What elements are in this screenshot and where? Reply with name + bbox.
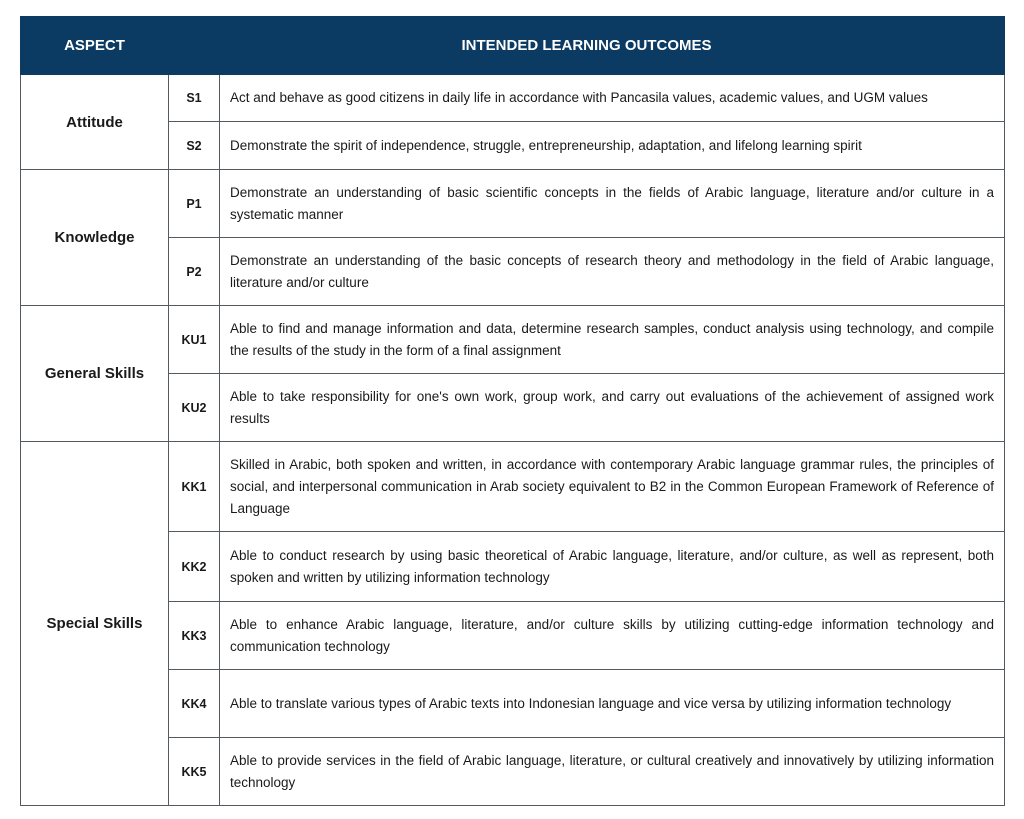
outcome-text: Demonstrate an understanding of basic scientific concepts in the fields of Arabic language, literature and/or culture in a systematic manner xyxy=(220,170,1005,238)
table-row xyxy=(21,738,1005,806)
outcome-code: KK1 xyxy=(169,442,220,532)
outcome-text: Act and behave as good citizens in daily life in accordance with Pancasila values, academic values, and UGM values xyxy=(220,75,1005,122)
table-row xyxy=(21,602,1005,670)
outcome-code: P1 xyxy=(169,170,220,238)
aspect-cell: Knowledge xyxy=(21,170,169,306)
aspect-column-header: ASPECT xyxy=(21,17,169,75)
learning-outcomes-table xyxy=(20,16,1005,806)
table-row xyxy=(21,442,1005,532)
table-row xyxy=(21,170,1005,238)
table-row xyxy=(21,75,1005,122)
outcome-text: Able to translate various types of Arabic texts into Indonesian language and vice versa by utilizing information technology xyxy=(220,670,1005,738)
table-row xyxy=(21,122,1005,170)
outcome-text: Able to enhance Arabic language, literature, and/or culture skills by utilizing cutting-edge information technology and communication technology xyxy=(220,602,1005,670)
outcome-text: Demonstrate an understanding of the basic concepts of research theory and methodology in the field of Arabic language, literature and/or culture xyxy=(220,238,1005,306)
table-row xyxy=(21,532,1005,602)
outcome-code: KU1 xyxy=(169,306,220,374)
outcome-code: S1 xyxy=(169,75,220,122)
outcome-code: S2 xyxy=(169,122,220,170)
outcome-text: Able to take responsibility for one's own work, group work, and carry out evaluations of the achievement of assigned work results xyxy=(220,374,1005,442)
outcome-text: Able to find and manage information and data, determine research samples, conduct analysis using technology, and compile the results of the study in the form of a final assignment xyxy=(220,306,1005,374)
outcome-text: Skilled in Arabic, both spoken and written, in accordance with contemporary Arabic language grammar rules, the principles of social, and interpersonal communication in Arab society equivalent to B2 in the Common European Framework of Reference of Language xyxy=(220,442,1005,532)
outcome-code: P2 xyxy=(169,238,220,306)
outcome-code: KK2 xyxy=(169,532,220,602)
aspect-cell: General Skills xyxy=(21,306,169,442)
table-row xyxy=(21,670,1005,738)
aspect-cell: Special Skills xyxy=(21,442,169,806)
aspect-cell: Attitude xyxy=(21,75,169,170)
outcome-code: KK3 xyxy=(169,602,220,670)
outcome-code: KK5 xyxy=(169,738,220,806)
table-header-row xyxy=(21,17,1005,75)
outcomes-column-header: INTENDED LEARNING OUTCOMES xyxy=(169,17,1005,75)
outcome-text: Able to conduct research by using basic theoretical of Arabic language, literature, and/or culture, as well as represent, both spoken and written by utilizing information technology xyxy=(220,532,1005,602)
table-row xyxy=(21,238,1005,306)
table-row xyxy=(21,306,1005,374)
outcome-code: KK4 xyxy=(169,670,220,738)
outcome-text: Able to provide services in the field of Arabic language, literature, or cultural creatively and innovatively by utilizing information technology xyxy=(220,738,1005,806)
outcome-code: KU2 xyxy=(169,374,220,442)
table-row xyxy=(21,374,1005,442)
outcome-text: Demonstrate the spirit of independence, struggle, entrepreneurship, adaptation, and lifelong learning spirit xyxy=(220,122,1005,170)
